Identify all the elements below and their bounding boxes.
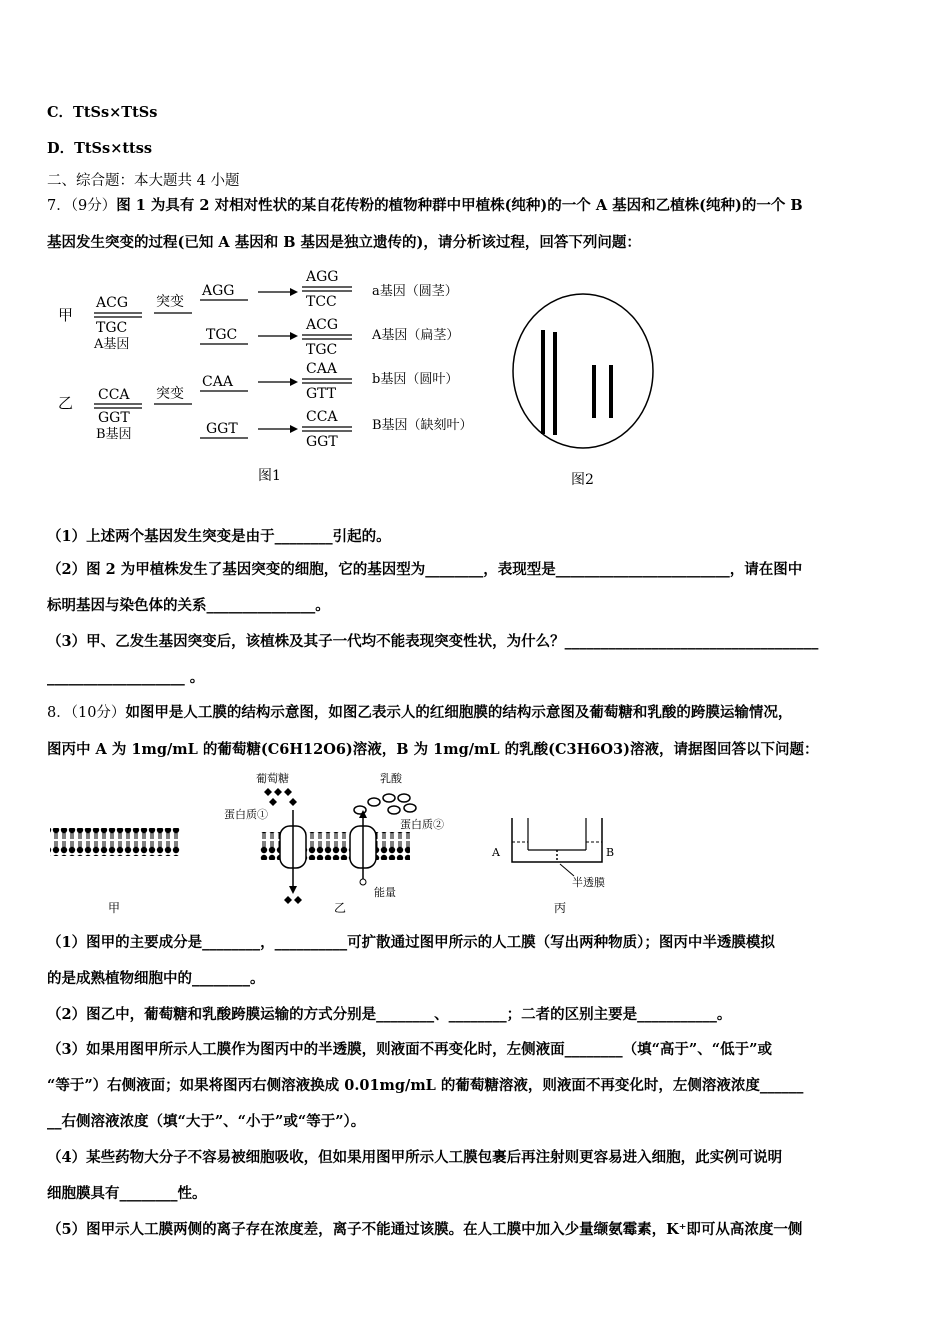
section-heading: 二、综合题：本大题共 4 小题: [47, 173, 240, 189]
yi-gene-label: B基因: [96, 427, 132, 442]
row1-gene: a基因（圆茎）: [372, 284, 458, 299]
q7-stem-text: 图 1 为具有 2 对相对性状的某自花传粉的植物种群中甲植株(纯种)的一个 A 基因和乙植株(纯种)的一个 B: [116, 197, 803, 214]
figure-3-membranes: [44, 770, 644, 920]
q7-part2-line1: （2）图 2 为甲植株发生了基因突变的细胞，它的基因型为________，表现型是________________________，请在图中: [47, 561, 803, 578]
option-c: C．TtSs×TtSs: [47, 104, 158, 121]
jia-bottom-strand: TGC: [96, 320, 128, 336]
q7-part2-line2: 标明基因与染色体的关系_______________。: [47, 597, 330, 614]
q7-stem-line1: [47, 196, 803, 216]
label-bing: 丙: [554, 901, 567, 915]
q8-part2: （2）图乙中，葡萄糖和乳酸跨膜运输的方式分别是________、________；二者的区别主要是___________。: [47, 1006, 732, 1023]
yi-top-strand: CCA: [98, 387, 130, 403]
label-b: B: [606, 846, 615, 859]
label-jia-fig3: 甲: [108, 901, 121, 915]
jia-gene-label: A基因: [94, 337, 130, 352]
q8-part1-line2: 的是成熟植物细胞中的________。: [47, 970, 265, 987]
row4-gene: B基因（缺刻叶）: [372, 418, 473, 433]
row3-top: CAA: [306, 361, 337, 377]
q8-part3-line1: （3）如果用图甲所示人工膜作为图丙中的半透膜，则液面不再变化时，左侧液面________（填“高于”、“低于”或: [47, 1041, 772, 1058]
figure-1-gene-mutation: [50, 262, 500, 487]
row4-input: GGT: [206, 421, 238, 437]
row2-top: ACG: [306, 317, 339, 333]
row1-input: AGG: [202, 283, 235, 299]
row1-top: AGG: [306, 269, 339, 285]
option-d: D．TtSs×ttss: [47, 140, 153, 157]
q8-part1-line1: （1）图甲的主要成分是________，__________可扩散通过图甲所示的人工膜（写出两种物质）；图丙中半透膜模拟: [47, 934, 775, 951]
q8-part3-line2: “等于”）右侧液面；如果将图丙右侧溶液换成 0.01mg/mL 的葡萄糖溶液，则液面不再变化时，左侧溶液浓度______: [47, 1077, 804, 1094]
row4-top: CCA: [306, 409, 338, 425]
q8-stem-line2: 图丙中 A 为 1mg/mL 的葡萄糖(C6H12O6)溶液，B 为 1mg/mL 的乳酸(C3H6O3)溶液，请据图回答以下问题：: [47, 741, 819, 758]
q8-part3-line3: __右侧溶液浓度（填“大于”、“小于”或“等于”）。: [47, 1113, 366, 1130]
label-yi: 乙: [58, 394, 74, 412]
fig2-caption: 图2: [571, 472, 594, 488]
glucose-label: 葡萄糖: [256, 772, 289, 785]
label-jia: 甲: [58, 306, 74, 324]
row4-bottom: GGT: [306, 434, 338, 450]
lactic-acid-label: 乳酸: [380, 772, 402, 785]
q8-stem-text: 如图甲是人工膜的结构示意图，如图乙表示人的红细胞膜的结构示意图及葡萄糖和乳酸的跨膜运输情况，: [125, 704, 793, 721]
yi-mutation-label: 突变: [156, 386, 184, 402]
jia-mutation-label: 突变: [156, 294, 184, 310]
row2-bottom: TGC: [306, 342, 338, 358]
row3-input: CAA: [202, 374, 233, 390]
yi-bottom-strand: GGT: [98, 410, 130, 426]
row3-gene: b基因（圆叶）: [372, 372, 459, 387]
cell-outline: [513, 294, 653, 448]
q8-stem-line1: [47, 703, 792, 723]
figure-2-cell: [505, 292, 665, 492]
row2-gene: A基因（扁茎）: [372, 328, 460, 343]
row3-bottom: GTT: [306, 386, 337, 402]
q8-part5: （5）图甲示人工膜两侧的离子存在浓度差，离子不能通过该膜。在人工膜中加入少量缬氨霉素，K⁺即可从高浓度一侧: [47, 1221, 803, 1238]
q8-part4-line1: （4）某些药物大分子不容易被细胞吸收，但如果用图甲所示人工膜包裹后再注射则更容易进入细胞，此实例可说明: [47, 1149, 783, 1166]
q7-part3-line1: （3）甲、乙发生基因突变后，该植株及其子一代均不能表现突变性状，为什么？___________________________________: [47, 633, 819, 650]
glucose-molecules: [264, 788, 297, 806]
q7-part3-line2: ___________________ 。: [47, 669, 205, 686]
row1-bottom: TCC: [306, 294, 337, 310]
fig1-caption: 图1: [258, 468, 281, 484]
protein2-label: 蛋白质②: [400, 818, 444, 831]
row2-input: TGC: [206, 327, 238, 343]
energy-label: 能量: [374, 886, 396, 899]
q8-number: 8．（10分）: [47, 705, 126, 721]
q7-stem-line2: 基因发生突变的过程(已知 A 基因和 B 基因是独立遗传的)，请分析该过程，回答下列问题：: [47, 234, 641, 251]
label-a: A: [492, 846, 500, 859]
jia-top-strand: ACG: [96, 295, 129, 311]
q7-part1: （1）上述两个基因发生突变是由于________引起的。: [47, 528, 391, 545]
q8-part4-line2: 细胞膜具有________性。: [47, 1185, 207, 1202]
artificial-membrane: [50, 828, 180, 856]
protein1-label: 蛋白质①: [224, 808, 268, 821]
membrane-label: 半透膜: [572, 876, 605, 889]
q7-number: 7．（9分）: [47, 198, 117, 214]
label-yi-fig3: 乙: [334, 901, 347, 915]
